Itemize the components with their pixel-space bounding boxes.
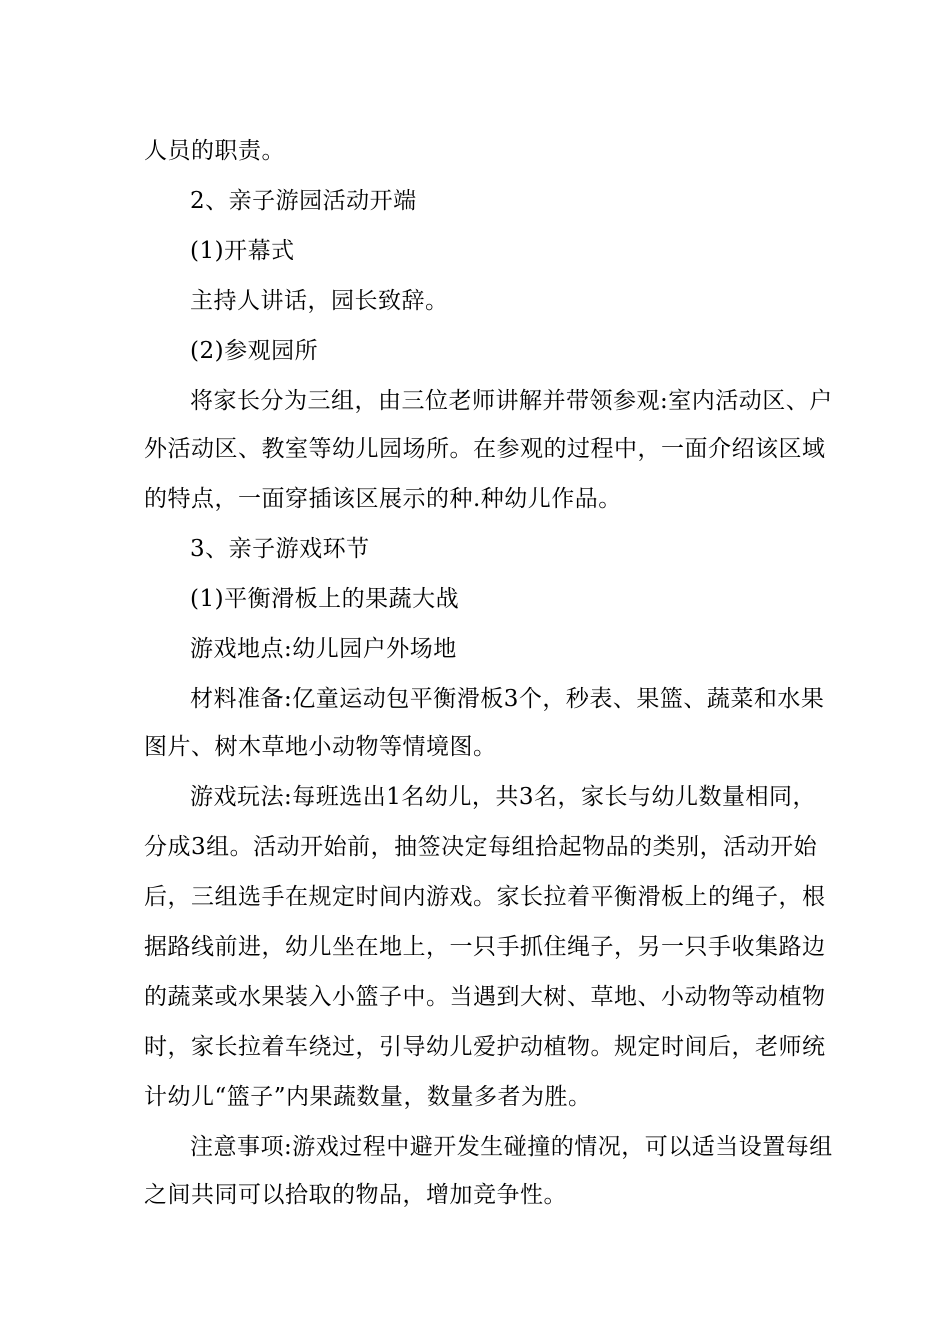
text-line: 之间共同可以拾取的物品，增加竞争性。 — [144, 1182, 567, 1208]
text-line: 的特点，一面穿插该区展示的种.种幼儿作品。 — [144, 486, 622, 512]
text-line: 的蔬菜或水果装入小篮子中。当遇到大树、草地、小动物等动植物 — [144, 984, 826, 1010]
text-line: 时，家长拉着车绕过，引导幼儿爱护动植物。规定时间后，老师统 — [144, 1034, 826, 1060]
text-line: 计幼儿“篮子”内果蔬数量，数量多者为胜。 — [144, 1084, 592, 1110]
subsection-heading: (1)开幕式 — [190, 238, 295, 264]
text-line: 游戏地点:幼儿园户外场地 — [190, 636, 457, 662]
subsection-heading: (2)参观园所 — [190, 338, 319, 364]
text-line: 据路线前进，幼儿坐在地上，一只手抓住绳子，另一只手收集路边 — [144, 934, 826, 960]
text-line: 人员的职责。 — [144, 138, 285, 164]
text-line: 游戏玩法:每班选出1名幼儿，共3名，家长与幼儿数量相同， — [190, 784, 817, 810]
text-line: 外活动区、教室等幼儿园场所。在参观的过程中，一面介绍该区域 — [144, 436, 826, 462]
text-line: 注意事项:游戏过程中避开发生碰撞的情况，可以适当设置每组 — [190, 1134, 833, 1160]
text-line: 图片、树木草地小动物等情境图。 — [144, 734, 497, 760]
section-heading: 3、亲子游戏环节 — [190, 536, 370, 562]
text-line: 分成3组。活动开始前，抽签决定每组拾起物品的类别，活动开始 — [144, 834, 818, 860]
text-line: 后，三组选手在规定时间内游戏。家长拉着平衡滑板上的绳子，根 — [144, 884, 826, 910]
text-line: 主持人讲话，园长致辞。 — [190, 288, 449, 314]
subsection-heading: (1)平衡滑板上的果蔬大战 — [190, 586, 460, 612]
text-line: 将家长分为三组，由三位老师讲解并带领参观:室内活动区、户 — [190, 388, 833, 414]
text-line: 材料准备:亿童运动包平衡滑板3个，秒表、果篮、蔬菜和水果 — [190, 686, 825, 712]
section-heading: 2、亲子游园活动开端 — [190, 188, 417, 214]
